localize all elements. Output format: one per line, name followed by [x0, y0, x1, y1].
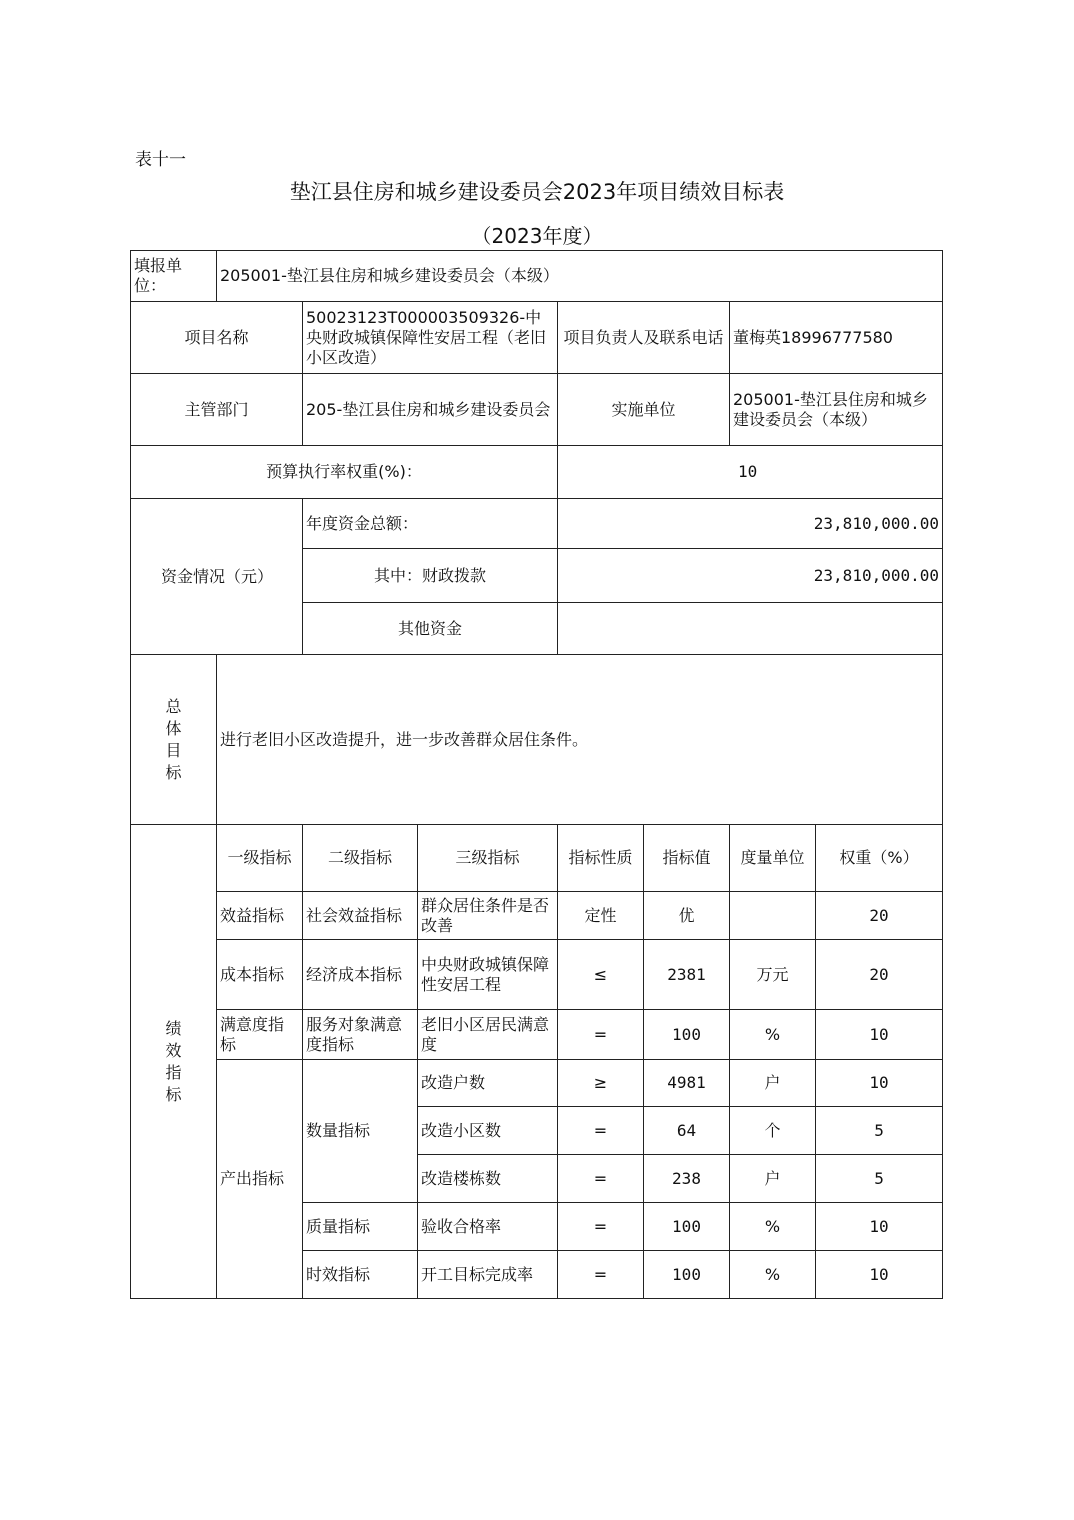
row-level1: 效益指标 — [217, 892, 303, 940]
reporting-unit-value: 205001-垫江县住房和城乡建设委员会（本级） — [217, 251, 943, 302]
row-unit: % — [730, 1203, 816, 1251]
row-value: 100 — [644, 1251, 730, 1299]
row-level2: 质量指标 — [303, 1203, 418, 1251]
row-weight: 5 — [816, 1155, 943, 1203]
row-unit: 户 — [730, 1060, 816, 1107]
row-level2: 时效指标 — [303, 1251, 418, 1299]
row-level2: 数量指标 — [303, 1060, 418, 1203]
row-unit — [730, 892, 816, 940]
row-level3: 改造小区数 — [418, 1107, 558, 1155]
row-level3: 老旧小区居民满意度 — [418, 1010, 558, 1060]
row-level3: 开工目标完成率 — [418, 1251, 558, 1299]
row-level3: 改造楼栋数 — [418, 1155, 558, 1203]
row-nature: = — [558, 1107, 644, 1155]
header-level1: 一级指标 — [217, 825, 303, 892]
row-unit: 个 — [730, 1107, 816, 1155]
annual-total-label: 年度资金总额： — [303, 499, 558, 549]
row-unit: 户 — [730, 1155, 816, 1203]
impl-unit-value: 205001-垫江县住房和城乡建设委员会（本级） — [730, 374, 943, 446]
row-nature: = — [558, 1155, 644, 1203]
row-value: 2381 — [644, 940, 730, 1010]
impl-unit-label: 实施单位 — [558, 374, 730, 446]
row-unit: % — [730, 1251, 816, 1299]
row-weight: 10 — [816, 1060, 943, 1107]
funds-label: 资金情况（元） — [131, 499, 303, 655]
budget-rate-value: 10 — [558, 446, 943, 499]
row-value: 100 — [644, 1203, 730, 1251]
other-funds-value — [558, 603, 943, 655]
row-value: 优 — [644, 892, 730, 940]
row-level3: 改造户数 — [418, 1060, 558, 1107]
row-nature: 定性 — [558, 892, 644, 940]
row-weight: 10 — [816, 1010, 943, 1060]
overall-goal-label: 总体目标 — [131, 655, 217, 825]
row-weight: 10 — [816, 1251, 943, 1299]
row-level3: 验收合格率 — [418, 1203, 558, 1251]
indicators-label: 绩效指标 — [131, 825, 217, 1299]
row-level3: 中央财政城镇保障性安居工程 — [418, 940, 558, 1010]
header-level3: 三级指标 — [418, 825, 558, 892]
header-nature: 指标性质 — [558, 825, 644, 892]
reporting-unit-label: 填报单位： — [131, 251, 217, 302]
header-level2: 二级指标 — [303, 825, 418, 892]
header-unit: 度量单位 — [730, 825, 816, 892]
row-level2: 经济成本指标 — [303, 940, 418, 1010]
row-value: 64 — [644, 1107, 730, 1155]
table-row — [131, 940, 943, 1010]
other-funds-label: 其他资金 — [303, 603, 558, 655]
row-weight: 20 — [816, 892, 943, 940]
row-level2: 社会效益指标 — [303, 892, 418, 940]
row-weight: 5 — [816, 1107, 943, 1155]
fiscal-funds-label: 其中：财政拨款 — [303, 549, 558, 603]
row-unit: % — [730, 1010, 816, 1060]
header-value: 指标值 — [644, 825, 730, 892]
table-row — [131, 892, 943, 940]
table-row — [131, 1060, 943, 1107]
row-level3: 群众居住条件是否改善 — [418, 892, 558, 940]
row-level1: 成本指标 — [217, 940, 303, 1010]
annual-total-value: 23,810,000.00 — [558, 499, 943, 549]
row-weight: 10 — [816, 1203, 943, 1251]
contact-label: 项目负责人及联系电话 — [558, 302, 730, 374]
dept-label: 主管部门 — [131, 374, 303, 446]
row-level1: 满意度指标 — [217, 1010, 303, 1060]
row-weight: 20 — [816, 940, 943, 1010]
row-nature: = — [558, 1251, 644, 1299]
performance-target-table — [130, 250, 943, 1299]
row-nature: ≥ — [558, 1060, 644, 1107]
dept-value: 205-垫江县住房和城乡建设委员会 — [303, 374, 558, 446]
project-name-label: 项目名称 — [131, 302, 303, 374]
contact-value: 董梅英18996777580 — [730, 302, 943, 374]
row-value: 4981 — [644, 1060, 730, 1107]
row-nature: ≤ — [558, 940, 644, 1010]
row-value: 100 — [644, 1010, 730, 1060]
row-nature: = — [558, 1010, 644, 1060]
row-level2: 服务对象满意度指标 — [303, 1010, 418, 1060]
row-nature: = — [558, 1203, 644, 1251]
budget-rate-label: 预算执行率权重(%)： — [131, 446, 558, 499]
overall-goal-value: 进行老旧小区改造提升，进一步改善群众居住条件。 — [217, 655, 943, 825]
document-subtitle: （2023年度） — [471, 224, 603, 248]
table-row — [131, 1010, 943, 1060]
row-value: 238 — [644, 1155, 730, 1203]
document-title: 垫江县住房和城乡建设委员会2023年项目绩效目标表 — [289, 180, 785, 204]
row-level1: 产出指标 — [217, 1060, 303, 1299]
row-unit: 万元 — [730, 940, 816, 1010]
header-weight: 权重（%） — [816, 825, 943, 892]
table-number-label: 表十一 — [135, 150, 186, 170]
fiscal-funds-value: 23,810,000.00 — [558, 549, 943, 603]
project-name-value: 50023123T000003509326-中央财政城镇保障性安居工程（老旧小区改造） — [303, 302, 558, 374]
